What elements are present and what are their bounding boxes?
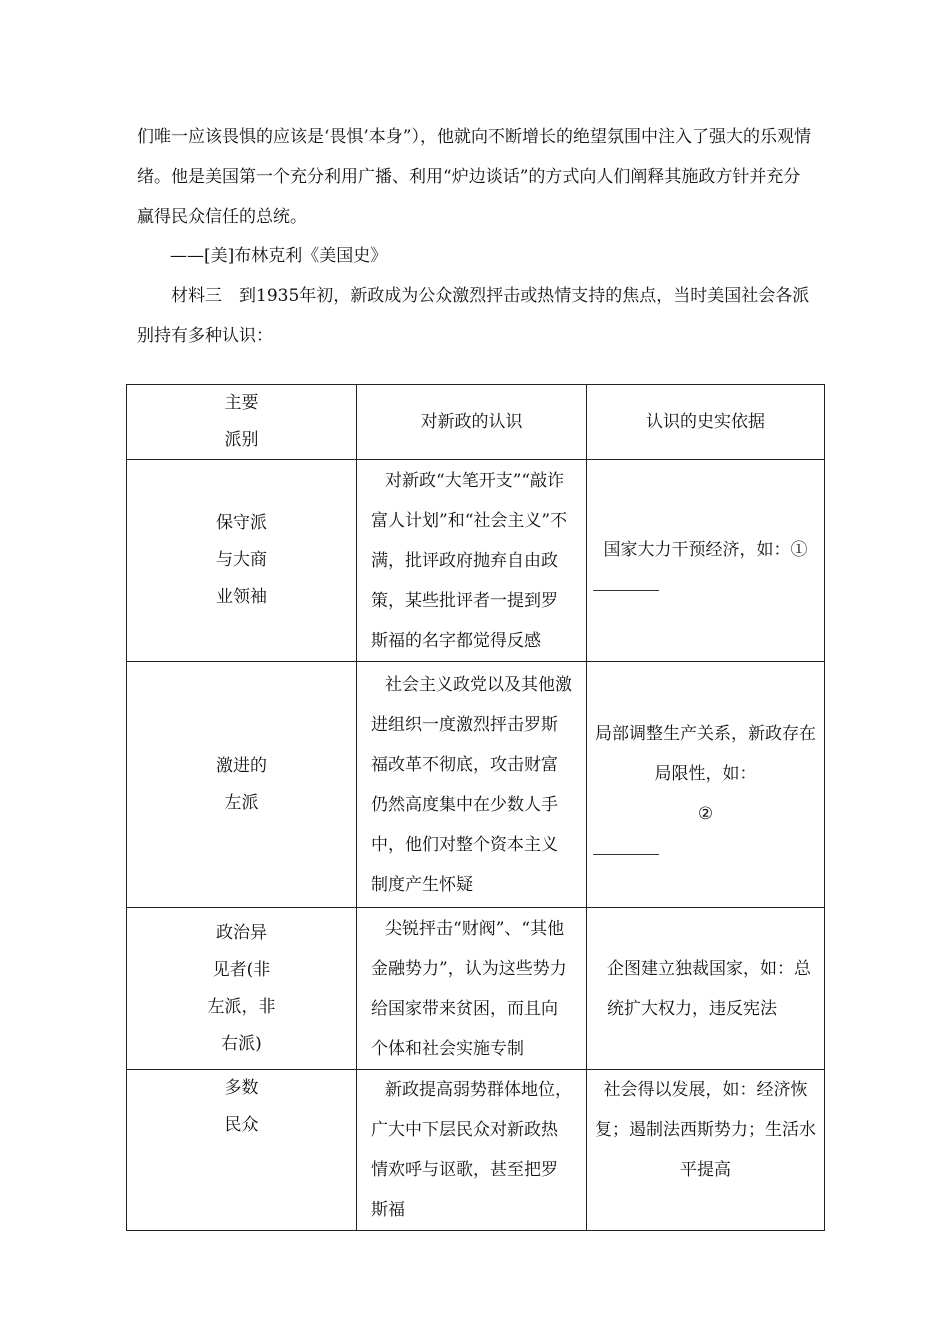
faction-line: 见者(非 [212,959,271,980]
header-faction-line: 主要 [224,393,259,413]
faction-cell [127,908,357,1070]
view-cell [357,908,587,1070]
view-cell [357,662,587,908]
answer-blank-1[interactable] [593,570,818,591]
basis-text: 国家大力干预经济，如：① [603,540,808,560]
faction-line: 与大商 [216,550,267,570]
faction-line: 右派) [221,1033,262,1054]
basis-text: 企图建立独裁国家，如：总统扩大权力，违反宪法 [607,958,811,1019]
view-text: 对新政“大笔开支”“敲诈富人计划”和“社会主义”不满，批评政府抛弃自由政策，某些批评者一提到罗斯福的名字都觉得反感 [371,470,568,651]
source-citation: ——[美]布林克利《美国史》 [170,246,388,266]
table-row [127,662,825,908]
view-cell [357,460,587,662]
header-faction-line: 派别 [224,430,259,450]
basis-text: 局部调整生产关系，新政存在局限性，如： [595,724,816,784]
faction-line: 激进的 [216,755,267,776]
faction-line: 左派 [224,792,259,813]
view-text: 尖锐抨击“财阀”、“其他金融势力”，认为这些势力给国家带来贫困，而且向个体和社会实施专制 [371,918,567,1059]
basis-cell [587,662,825,908]
basis-text: 社会得以发展，如：经济恢复；遏制法西斯势力；生活水平提高 [595,1080,816,1180]
faction-line: 多数 [224,1078,259,1098]
faction-cell [127,460,357,662]
faction-line: 业领袖 [216,587,267,607]
faction-line: 左派，非 [207,996,276,1017]
blank-number: ② [697,804,714,824]
table-row [127,908,825,1070]
table-header-row [127,385,825,460]
paragraph-quote-continuation: 们唯一应该畏惧的应该是‘畏惧’本身”），他就向不断增长的绝望氛围中注入了强大的乐观情绪。他是美国第一个充分利用广播、利用“炉边谈话”的方式向人们阐释其施政方针并充分赢得民众信任的总统。 [137,127,811,227]
table-row [127,1070,825,1231]
header-view: 对新政的认识 [357,385,587,460]
view-text: 社会主义政党以及其他激进组织一度激烈抨击罗斯福改革不彻底，攻击财富仍然高度集中在少数人手中，他们对整个资本主义制度产生怀疑 [371,674,572,895]
view-text: 新政提高弱势群体地位，广大中下层民众对新政热情欢呼与讴歌，甚至把罗斯福 [371,1080,572,1220]
header-basis: 认识的史实依据 [587,385,825,460]
view-cell [357,1070,587,1231]
header-faction [127,385,357,460]
faction-line: 保守派 [216,513,267,533]
faction-line: 政治异 [216,922,267,943]
basis-cell [587,1070,825,1231]
paragraph-material-three: 材料三 到1935年初，新政成为公众激烈抨击或热情支持的焦点，当时美国社会各派别持有多种认识： [137,286,810,346]
basis-cell [587,908,825,1070]
faction-cell [127,1070,357,1231]
basis-cell [587,460,825,662]
factions-table [126,384,825,1231]
table-row [127,460,825,662]
answer-blank-2[interactable] [593,794,818,855]
faction-line: 民众 [224,1115,259,1135]
faction-cell [127,662,357,908]
